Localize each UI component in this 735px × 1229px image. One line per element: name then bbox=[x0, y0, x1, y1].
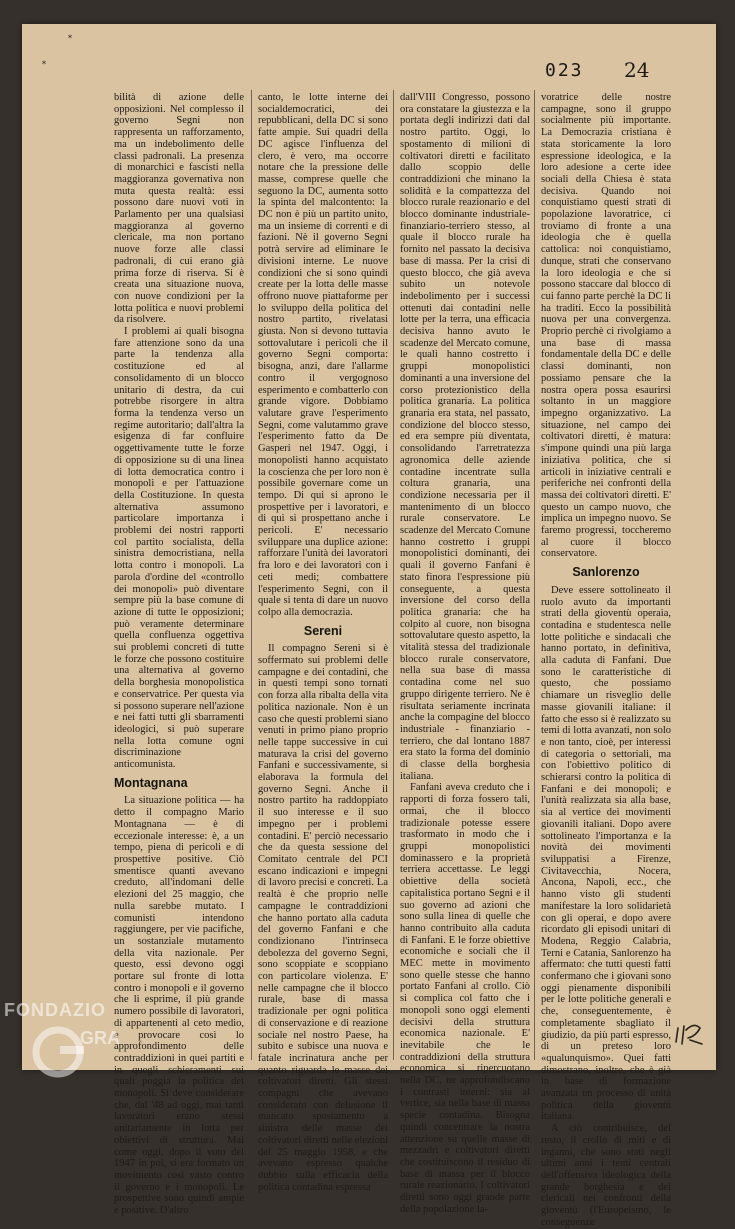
column-divider bbox=[251, 90, 252, 1060]
section-heading-sereni: Sereni bbox=[303, 623, 343, 638]
section-heading-sanlorenzo: Sanlorenzo bbox=[572, 565, 640, 580]
paragraph: dall'VIII Congresso, possono ora constatare la giustezza e la portata degli indirizzi dati dal nostro partito. Oggi, lo spostamento di milioni di coltivatori diretti e facilitato dallo scoppio delle contraddizioni che minano la solidità e la compattezza del blocco rurale reazionario e del blocco dominante industriale-finanziario-terriero stesso, al quale il blocco rurale ha fornito nel passato la decisiva base di massa. Per la crisi di questo blocco, che già aveva subito un notevole indebolimento per i successi ottenuti dai contadini nelle lotte per la terra, una efficacia decisiva hanno avuto le scadenze del Mercato comune, le quali hanno costretto i gruppi monopolistici dominanti a una inversione del corso protezionistico della politica granaria. La politica granaria era stata, nel passato, condizione del blocco stesso, ed era sempre più diventata, consolidando l'arretratezza agronomica delle aziende contadine incentrate sulla coltura granaria, una condizione necessaria per il mantenimento di un blocco rurale conservatore. Le scadenze del Mercato Comune hanno costretto i gruppi monopolistici dominanti, dei quali il governo Fanfani è stato finora l'espressione più conseguente, a questa inversione del corso della politica granaria: che ha colpito al cuore, non bisogna sottovalutare questo aspetto, la vitalità stessa del tradizionale blocco rurale conservatore, nella sua base di massa contadina come nel suo gruppo dirigente terriero. Ne è risultata seriamente incrinata anche la compagine del blocco industriale - finanziario - terriero, che dal lontano 1887 era stato la forma del dominio di classe della borghesia italiana. bbox=[400, 92, 530, 782]
column-divider bbox=[534, 90, 535, 1060]
paragraph: voratrice delle nostre campagne, sono il gruppo socialmente più importante. La Democrazia cristiana è stata storicamente la loro espressione ideologica, e la loro adesione a certe idee sociali della Chiesa è stata decisiva. Quando noi conquistiamo questi strati di popolazione lavoratrice, ci troviamo di fronte a una ideologia che è quella cattolica: noi conquistiamo, dunque, strati che conservano la loro ideologia e che si possono staccare dal blocco di cui fanno parte perchè la DC li ha traditi. Ecco la possibilità nuova per una convergenza. Proprio perchè ci rivolgiamo a una base di massa fondamentale della DC e delle classi dominanti, non possiamo pensare che la nostra opera possa esaurirsi soltanto in un maggiore impegno organizzativo. La situazione, nel campo dei coltivatori diretti, è matura: s'impone quindi una più larga iniziativa politica, che si articoli in iniziative centrali e periferiche nei confronti della massa dei coltivatori diretti. E' questo un campo nuovo, che implica un impegno nuovo. Se faremo progressi, toccheremo al cuore il blocco conservatore. bbox=[541, 92, 671, 560]
column-divider bbox=[393, 90, 394, 1060]
watermark-text-2: GRA bbox=[80, 1028, 120, 1048]
paragraph: La situazione politica — ha detto il compagno Mario Montagnana — è di eccezionale interesse: è, a un tempo, piena di pericoli e di prospettive positive. Ciò smentisce quanti avevano creduto, all'indomani delle elezioni del 25 maggio, che nulla sarebbe mutato. I comunisti intendono raggiungere, per vie pacifiche, un sostanziale mutamento della vita nazionale. Per questo, essi devono oggi portare sul fronte di lotta contro i monopoli e il governo che li esprime, il più grande numero possibile di lavoratori, di appartenenti al ceto medio, e provocare così lo approfondimento delle contraddizioni in quei partiti e in quegli schieramenti sui quali poggia la politica dei monopoli. Si deve considerare che, dal '48 ad oggi, mai tanti lavoratori erano stessi unitariamente in lotta per obiettivi di struttura. Mai come oggi, dopo il voto del 1947 in poi, si era formato un movimento così vasto contro il governo e i monopoli. Le prospettive sono quindi ampie e positive. D'altro bbox=[114, 795, 244, 1217]
paragraph: Il compagno Sereni si è soffermato sui problemi delle campagne e dei contadini, che in questi tempi sono tornati con forza alla ribalta della vita politica nazionale. Non è un caso che questi problemi siano venuti in primo piano proprio nelle tappe successive in cui maturava la crisi del governo Fanfani e successivamente, si elaborava la formula del governo Segni. Anche il nostro partito ha raddoppiato il suo interesse e il suo impegno per i problemi contadini. E' perciò necessario che da questa sessione del Comitato centrale del PCI escano indicazioni e impegni di lavoro precisi e concreti. La realtà è che proprio nelle campagne le contraddizioni che hanno portato alla caduta del governo Fanfani e che condizionano l'intrinseca debolezza del governo Segni, sono scoppiate e scoppiano con particolare violenza. E' nelle campagne che il blocco rurale, base di massa tradizionale per ogni politica di conservazione e di reazione sociale nel nostro Paese, ha subito e subisce una nuova e fatale incrinatura anche per quanto riguarda le masse dei coltivatori diretti. Gli stessi compagni che avevano considerato con delusione il mancato spostamento a sinistra delle masse dei coltivatori diretti nelle elezioni del 25 maggio 1958, e che avevano espresso qualche dubbio sulla efficacia della politica contadina espressa bbox=[258, 643, 388, 1193]
paragraph: Fanfani aveva creduto che i rapporti di forza fossero tali, ormai, che il blocco tradizionale potesse essere trasformato in modo che i gruppi monopolistici dominassero e la proprietà terriera accettasse. Le leggi obiettive della società capitalistica portano Segni e il suo governo ad azioni che sono sulla linea di quelle che hanno contribuito alla caduta di Fanfani. E le forze obiettive economiche e sociali che il MEC mette in movimento sono quelle stesse che hanno portato Fanfani al crollo. Ciò si complica col fatto che i monopoli sono oggi elementi decisivi della struttura economica nazionale. E' inevitabile che le contraddizioni della struttura economica si ripercuotano nella DC, ne approfondiscano i contrasti interni: sia al vertice, sia nella base di massa specie contadina. Bisogna quindi concentrare la nostra attenzione su quelle masse di mezzadri e coltivatori diretti che costituiscono il residuo di base di massa per il blocco rurale reazionario. I coltivatori diretti sono oggi grande parte della popolazione la- bbox=[400, 782, 530, 1215]
corner-mark-2: * bbox=[42, 60, 46, 69]
handwritten-initials bbox=[672, 1018, 706, 1048]
page-reference-number: 023 bbox=[545, 60, 584, 81]
paragraph: Deve essere sottolineato il ruolo avuto da importanti strati della gioventù operaia, contadina e studentesca nelle lotte politiche e sindacali che hanno portato, in definitiva, alla caduta di Fanfani. Due sono le caratteristiche di questo, che possiamo chiamare un risveglio delle masse giovanili italiane: il fatto che esso si è realizzato su temi di lotta avanzati, non solo e non tanto, cioè, per interessi di categoria o settoriali, ma con l'obiettivo politico di schierarsi contro la politica di Fanfani e dei monopoli; e l'unità realizzata sia alla base, sia al vertice dei movimenti giovanili italiani. Dopo avere sottolineato l'importanza e la novità dei movimenti sviluppatisi a Firenze, Civitavecchia, Nocera, Ancona, Napoli, ecc., che hanno visto gli studenti manifestare la loro solidarietà con gli operai, e dopo avere ricordato gli episodi unitari di Modena, Reggio Calabria, Terni e Catania, Sanlorenzo ha affermato: che tutti questi fatti confermano che i giovani sono oggi pienamente disponibili per le lotte politiche generali e che, conseguentemente, è completamente sbagliato il giudizio, da più parti espresso, di un preteso loro «qualunquismo». Quei fatti dimostrano, inoltre, che è già in base di formazione avanzata un processo di unità politica della gioventù italiana. bbox=[541, 584, 671, 1123]
article-column-4 bbox=[541, 92, 671, 1228]
watermark-text: FONDAZIO bbox=[4, 1000, 106, 1020]
paragraph: bilità di azione delle opposizioni. Nel complesso il governo Segni non rappresenta un rafforzamento, ma un indebolimento delle classi padronali. La presenza di monarchici e fascisti nella maggioranza governativa non muta questa realtà: essi possono dare nuovi voti in Parlamento per una qualsiasi maggioranza al governo clericale, ma non portano nuove forze alle classi padronali, di cui erano già prima forze di riserva. Si è creata una situazione nuova, con nuove condizioni per la lotta politica e nuovi problemi da risolvere. bbox=[114, 92, 244, 326]
corner-mark: * bbox=[68, 34, 72, 43]
article-column-1 bbox=[114, 92, 244, 1217]
article-column-2 bbox=[258, 92, 388, 1193]
paragraph: A ciò contribuisce, del resto, il crollo di miti e di inganni, che sono stati negli ultimi anni i temi centrali dell'offensiva ideologica della grande borghesia e dei clericali nei confronti della gioventù (l'Europeismo, le conseguenze bbox=[541, 1123, 671, 1228]
section-heading-montagnana: Montagnana bbox=[114, 775, 188, 790]
paragraph: I problemi ai quali bisogna fare attenzione sono da una parte la tendenza alla costituzione ed al consolidamento di un blocco unitario di destra, da cui potrebbe risorgere in altra forma la tendenza verso un regime autoritario; dall'altra la esigenza di far confluire oggettivamente tutte le forze di opposizione su di una linea di lotta democratica contro i monopoli e per l'attuazione della Costituzione. In questa alternativa assumono particolare importanza i problemi dei nostri rapporti col partito socialista, della sinistra democristiana, nella lotta contro i monopoli. La parola d'ordine del «controllo dei monopoli» può diventare sempre più la base comune di azione di tutte le opposizioni; può veramente determinare quella confluenza oggettiva sui problemi concreti di tutte le forze che possono costituire una alternativa al governo della borghesia monopolistica e conservatrice. Per questa via si possono superare nell'azione e nei fatti tutti gli sbarramenti ideologici, si può superare nella lotta comune ogni discriminazione anticomunista. bbox=[114, 326, 244, 771]
page-number: 24 bbox=[624, 58, 650, 82]
paragraph: canto, le lotte interne dei socialdemocratici, dei repubblicani, della DC si sono fatte ampie. Sui quadri della DC agisce l'influenza del clero, è vero, ma occorre notare che la pressione delle masse, comprese quelle che seguono la DC, aumenta sotto la spinta del malcontento: la DC non è più un partito unito, ma un insieme di correnti e di fazioni. Nè il governo Segni potrà servire ad eliminare le divisioni interne. Le nuove condizioni che si sono quindi create per la lotta delle masse offrono nuove piattaforme per lo sviluppo della politica del nostro partito, rivelatasi giusta. Non si devono tuttavia sottovalutare i pericoli che il governo Segni comporta: bisogna, anzi, dare l'allarme contro il vergognoso esperimento e combatterlo con grande vigore. Dobbiamo valutare grave l'esperimento Segni, come valutammo grave l'esperimento fatto da De Gasperi nel 1947. Oggi, i monopolisti hanno acquistato la coscienza che per loro non è possibile governare come un tempo. Di qui si aprono le prospettive per i lavoratori, e di qui si prospettano anche i pericoli. E' necessario sviluppare una duplice azione: rafforzare l'unità dei lavoratori fra loro e dei lavoratori con i ceti medi; combattere l'esperimento Segni, con il quale si tenta di dare un nuovo colpo alla democrazia. bbox=[258, 92, 388, 618]
article-column-3 bbox=[400, 92, 530, 1215]
